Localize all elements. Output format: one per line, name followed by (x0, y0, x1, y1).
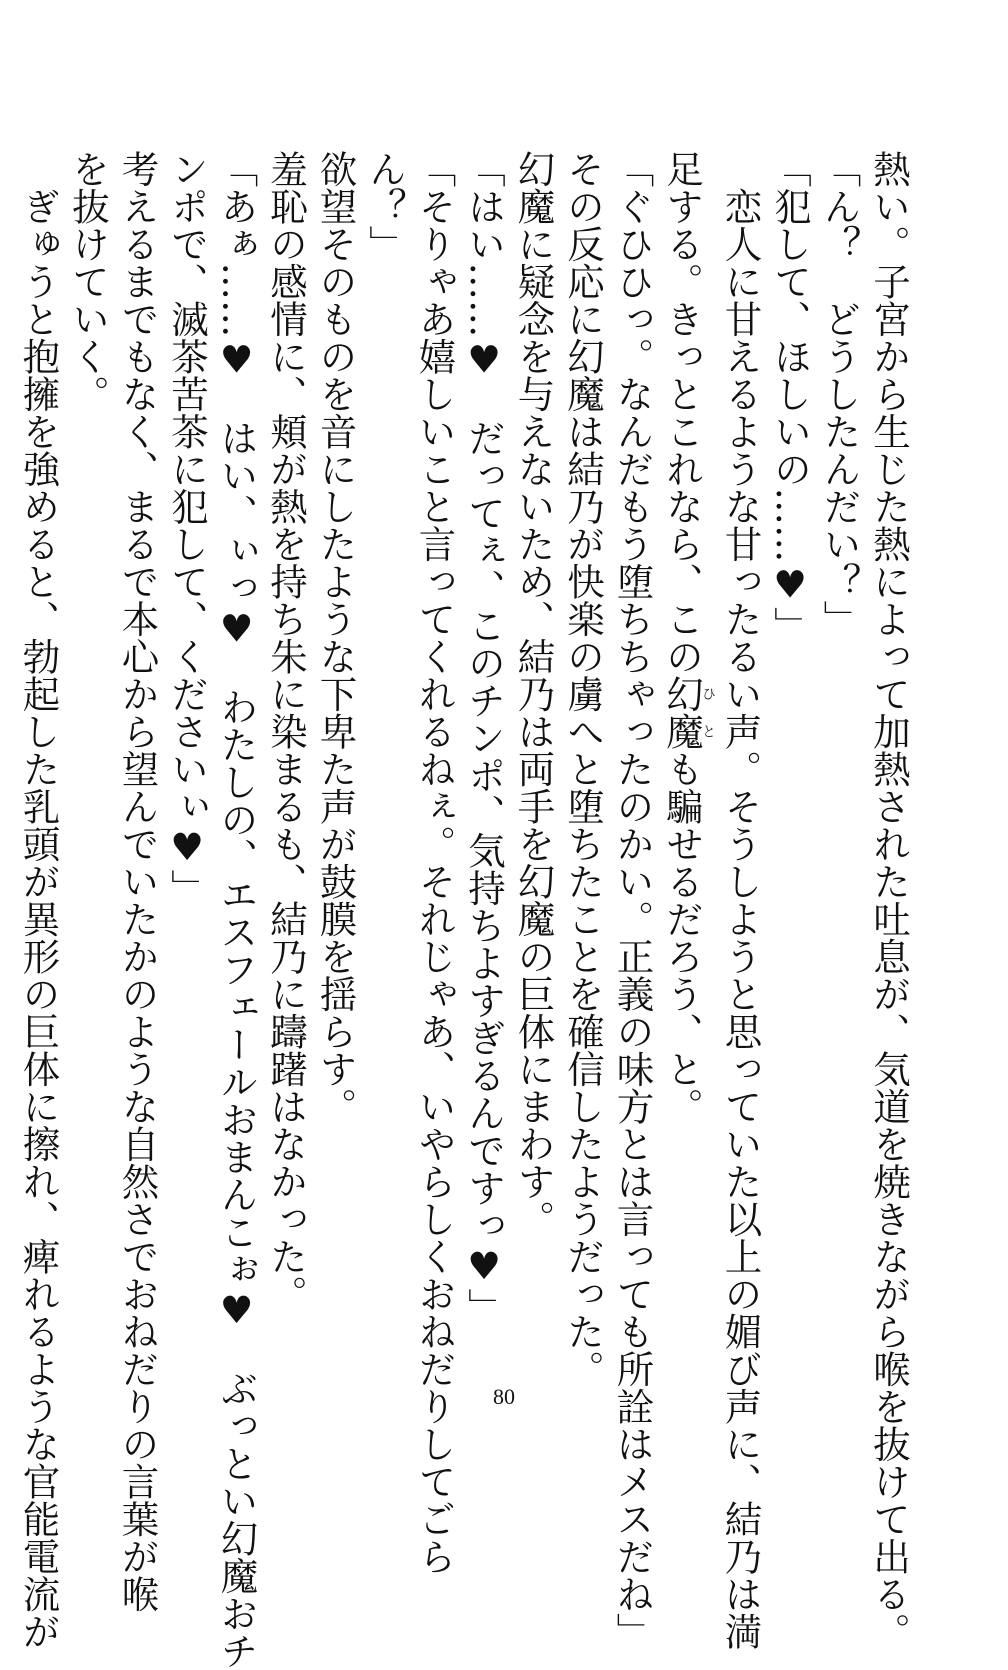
text-segment: 足する。きっとこれなら、この (660, 150, 704, 675)
text-line: 恋人に甘えるような甘ったるい声。そうしようと思っていた以上の媚び声に、結乃は満 (718, 150, 763, 1650)
text-line: ンポで、滅茶苦茶に犯して、くださいぃ♥」 (165, 150, 209, 907)
text-line: ぎゅうと抱擁を強めると、勃起した乳頭が異形の巨体に擦れ、痺れるような官能電流が (16, 150, 61, 1650)
text-line: 「あぁ……♥ はい、ぃっ♥ わたしの、エスフェールおまんこぉ♥ ぶっとい幻魔おチ (214, 150, 259, 1670)
text-segment: も騙せるだろう、と。 (660, 750, 704, 1125)
text-line: 「犯して、ほしいの……♥」 (768, 150, 812, 644)
text-line: 考えるまでもなく、まるで本心から望んでいたかのような自然さでおねだりの言葉が喉 (115, 150, 160, 1613)
ruby-reading: ひと (700, 675, 716, 750)
text-line: 「そりゃあ嬉しいこと言ってくれるねぇ。それじゃあ、いやらしくおねだりしてごら (412, 150, 457, 1575)
text-line: 羞恥の感情に、頬が熱を持ち朱に染まるも、結乃に躊躇はなかった。 (264, 150, 308, 1313)
text-line: 「はい……♥ だってぇ、このチンポ、気持ちよすぎるんですっ♥」 (462, 150, 506, 1326)
text-line: ん？」 (363, 150, 407, 263)
text-line: 欲望そのものを音にしたような下卑た声が鼓膜を揺らす。 (313, 150, 358, 1125)
ruby-annotation (660, 675, 716, 750)
text-line: 幻魔に疑念を与えないため、結乃は両手を幻魔の巨体にまわす。 (511, 150, 556, 1238)
text-line: 「ん？ どうしたんだい？」 (817, 150, 862, 638)
ruby-base: 幻魔 (660, 675, 704, 750)
text-line: を抜けていく。 (66, 150, 110, 413)
page-number: 80 (493, 1384, 515, 1409)
text-line-with-ruby (657, 150, 716, 1360)
text-line: 「ぐひひっ。なんだもう堕ちちゃったのかい。正義の味方とは言っても所詮はメスだね」 (610, 150, 655, 1650)
text-line: 熱い。子宮から生じた熱によって加熱された吐息が、気道を焼きながら喉を抜けて出る。 (867, 150, 911, 1650)
text-line: その反応に幻魔は結乃が快楽の虜へと堕ちたことを確信したようだった。 (561, 150, 605, 1388)
